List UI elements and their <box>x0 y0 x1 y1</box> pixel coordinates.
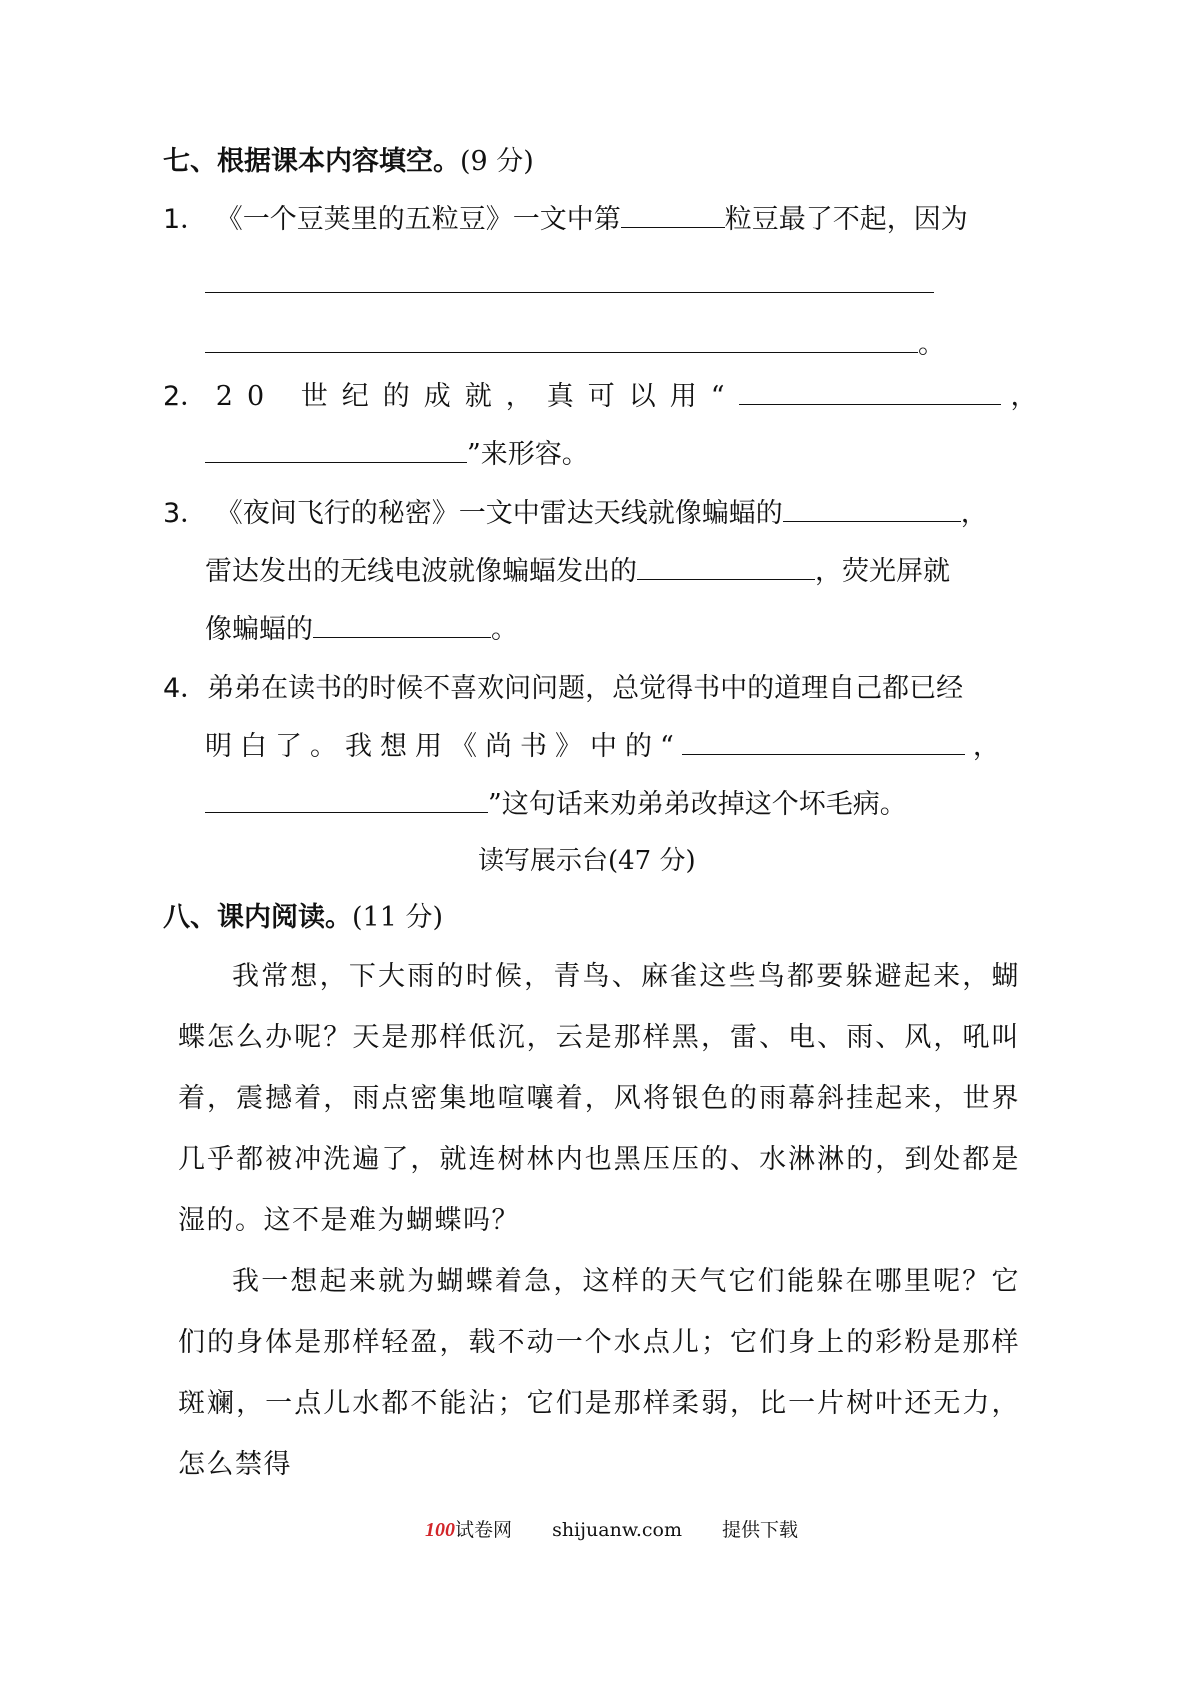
question-1-end-mark: 。 <box>918 329 945 360</box>
question-2-text-end: ”来形容。 <box>467 439 589 470</box>
page-footer <box>425 1515 798 1542</box>
question-1-text-mid: 粒豆最了不起，因为 <box>724 204 968 235</box>
question-1-blank-1[interactable] <box>621 201 725 228</box>
question-4-text-line-2: 明白了。我想用《尚书》中的“ <box>205 731 682 762</box>
question-4-number: 4． <box>163 673 208 704</box>
section-7-points: (9 分) <box>460 146 534 177</box>
footer-note: 提供下载 <box>722 1519 799 1541</box>
question-4-text-line-1: 弟弟在读书的时候不喜欢问问题，总觉得书中的道理自己都已经 <box>207 673 964 704</box>
question-2-line-1 <box>163 377 1038 417</box>
question-3-blank-1[interactable] <box>783 495 961 522</box>
question-4-line-2 <box>205 727 1000 767</box>
question-1-answer-line-1[interactable] <box>205 292 934 293</box>
question-2-blank-1[interactable] <box>739 378 1001 405</box>
section-7-heading <box>163 142 534 182</box>
question-1-answer-line-2[interactable] <box>205 352 918 353</box>
question-1-text-start: 《一个豆荚里的五粒豆》一文中第 <box>215 204 621 235</box>
question-3-line-2 <box>205 552 950 592</box>
question-3-line-3-end: 。 <box>491 614 518 645</box>
passage-paragraph-2: 我一想起来就为蝴蝶着急，这样的天气它们能躲在哪里呢？它们的身体是那样轻盈，载不动一个水点儿；它们身上的彩粉是那样斑斓，一点儿水都不能沾；它们是那样柔弱，比一片树叶还无力，怎么禁得 <box>178 1266 1020 1480</box>
question-2-blank-2[interactable] <box>205 436 467 463</box>
footer-site-url[interactable]: shijuanw.com <box>552 1519 682 1541</box>
section-8-points: (11 分) <box>352 902 444 933</box>
question-1-number: 1． <box>163 204 208 235</box>
question-3-line-1 <box>163 494 988 534</box>
question-3-line-2-start: 雷达发出的无线电波就像蝙蝠发出的 <box>205 556 637 587</box>
question-1 <box>163 200 968 240</box>
question-3-line-3-start: 像蝙蝠的 <box>205 614 313 645</box>
section-8-title: 八、课内阅读。 <box>163 902 352 933</box>
section-7-title: 七、根据课本内容填空。 <box>163 146 460 177</box>
section-8-heading <box>163 898 443 938</box>
question-4-blank-2[interactable] <box>205 786 488 813</box>
reading-passage <box>178 946 1020 1495</box>
question-3-number: 3． <box>163 498 208 529</box>
reading-writing-heading: 读写展示台(47 分) <box>478 846 696 876</box>
question-2-comma: ， <box>1010 381 1038 412</box>
footer-site-name: 试卷网 <box>455 1519 513 1541</box>
question-2-text-start: 20 世纪的成就，真可以用“ <box>215 381 739 412</box>
footer-logo: 100 <box>425 1519 455 1541</box>
question-4-line-3 <box>205 785 907 825</box>
question-2-number: 2． <box>163 381 208 412</box>
question-4-comma: ， <box>972 731 1000 762</box>
question-2-line-2 <box>205 435 589 475</box>
question-3-text-start: 《夜间飞行的秘密》一文中雷达天线就像蝙蝠的 <box>215 498 783 529</box>
question-3-line-2-end: ，荧光屏就 <box>815 556 950 587</box>
question-3-blank-3[interactable] <box>313 611 491 638</box>
question-3-comma: ， <box>960 498 988 529</box>
question-3-blank-2[interactable] <box>637 553 815 580</box>
question-4-text-end: ”这句话来劝弟弟改掉这个坏毛病。 <box>488 789 907 820</box>
question-3-line-3 <box>205 610 518 650</box>
question-4-blank-1[interactable] <box>682 728 965 755</box>
passage-paragraph-1: 我常想，下大雨的时候，青鸟、麻雀这些鸟都要躲避起来，蝴蝶怎么办呢？天是那样低沉，云是那样黑，雷、电、雨、风，吼叫着，震撼着，雨点密集地喧嚷着，风将银色的雨幕斜挂起来，世界几乎都被冲洗遍了，就连树林内也黑压压的、水淋淋的，到处都是湿的。这不是难为蝴蝶吗？ <box>178 961 1020 1236</box>
question-4-line-1 <box>163 669 963 709</box>
